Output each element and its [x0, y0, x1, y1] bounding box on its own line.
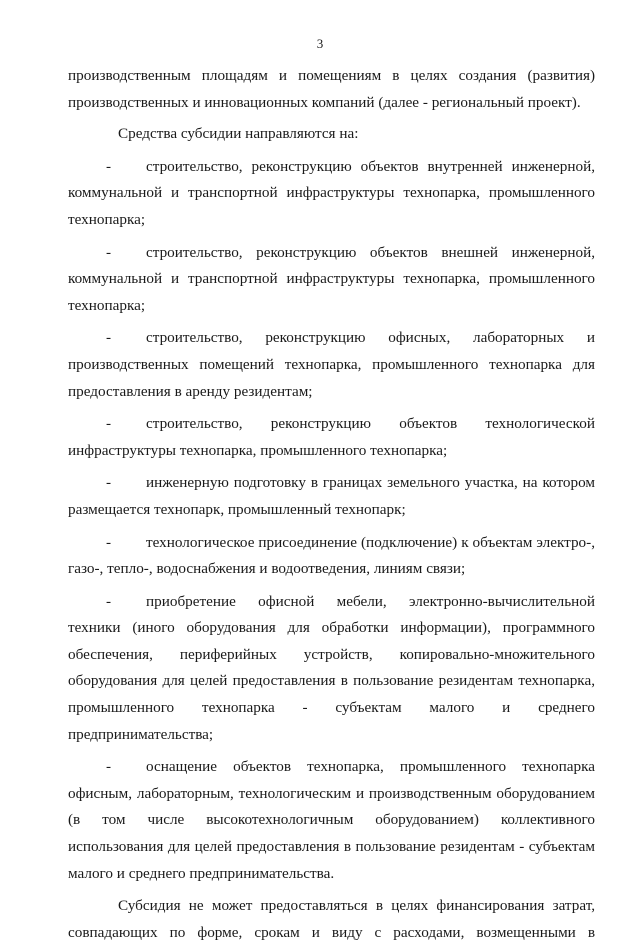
list-item	[68, 240, 595, 320]
bullet-dash: -	[106, 329, 112, 347]
list-item-text: оснащение объектов технопарка, промышленного технопарка офисным, лабораторным, технологическим и производственным оборудованием (в том числе высокотехнологичным оборудованием) коллективного использования для целей предоставления в пользование резидентам - субъектам малого и среднего предпринимательства.	[68, 758, 595, 882]
bullet-dash: -	[106, 533, 112, 551]
list-item	[68, 589, 595, 749]
list-item-text: строительство, реконструкцию объектов внешней инженерной, коммунальной и транспортной инфраструктуры технопарка, промышленного технопарка;	[68, 243, 595, 314]
bullet-dash: -	[106, 474, 112, 492]
bullet-dash: -	[106, 415, 112, 433]
list-item	[68, 411, 595, 464]
intro-continuation-paragraph: производственным площадям и помещениям в целях создания (развития) производственных и инновационных компаний (далее - региональный проект).	[68, 67, 595, 111]
funding-directions-list	[68, 154, 595, 887]
bullet-dash: -	[106, 157, 112, 175]
list-item	[68, 530, 595, 583]
list-item-text: приобретение офисной мебели, электронно-вычислительной техники (иного оборудования для обработки информации), программного обеспечения, периферийных устройств, копировально-множительного оборудования для целей предоставления в пользование резидентам технопарка, промышленного технопарка - субъектам малого и среднего предпринимательства;	[68, 592, 595, 743]
closing-paragraph: Субсидия не может предоставляться в целях финансирования затрат, совпадающих по форме, срокам и виду с расходами, возмещенными в	[68, 897, 595, 941]
list-item-text: строительство, реконструкцию объектов технологической инфраструктуры технопарка, промышленного технопарка;	[68, 415, 595, 459]
bullet-dash: -	[106, 592, 112, 610]
list-item-text: строительство, реконструкцию объектов внутренней инженерной, коммунальной и транспортной инфраструктуры технопарка, промышленного технопарка;	[68, 157, 595, 228]
list-item	[68, 470, 595, 523]
list-item	[68, 154, 595, 234]
list-item	[68, 754, 595, 887]
list-item	[68, 325, 595, 405]
page-number: 3	[316, 36, 324, 51]
list-item-text: инженерную подготовку в границах земельного участка, на котором размещается технопарк, промышленный технопарк;	[68, 474, 595, 518]
list-item-text: технологическое присоединение (подключение) к объектам электро-, газо-, тепло-, водоснабжения и водоотведения, линиям связи;	[68, 533, 595, 578]
bullet-dash: -	[106, 758, 112, 776]
bullet-dash: -	[106, 243, 112, 261]
document-body	[68, 63, 595, 952]
list-heading: Средства субсидии направляются на:	[118, 125, 359, 143]
list-item-text: строительство, реконструкцию офисных, лабораторных и производственных помещений технопарка, промышленного технопарка для предоставления в аренду резидентам;	[68, 329, 595, 400]
